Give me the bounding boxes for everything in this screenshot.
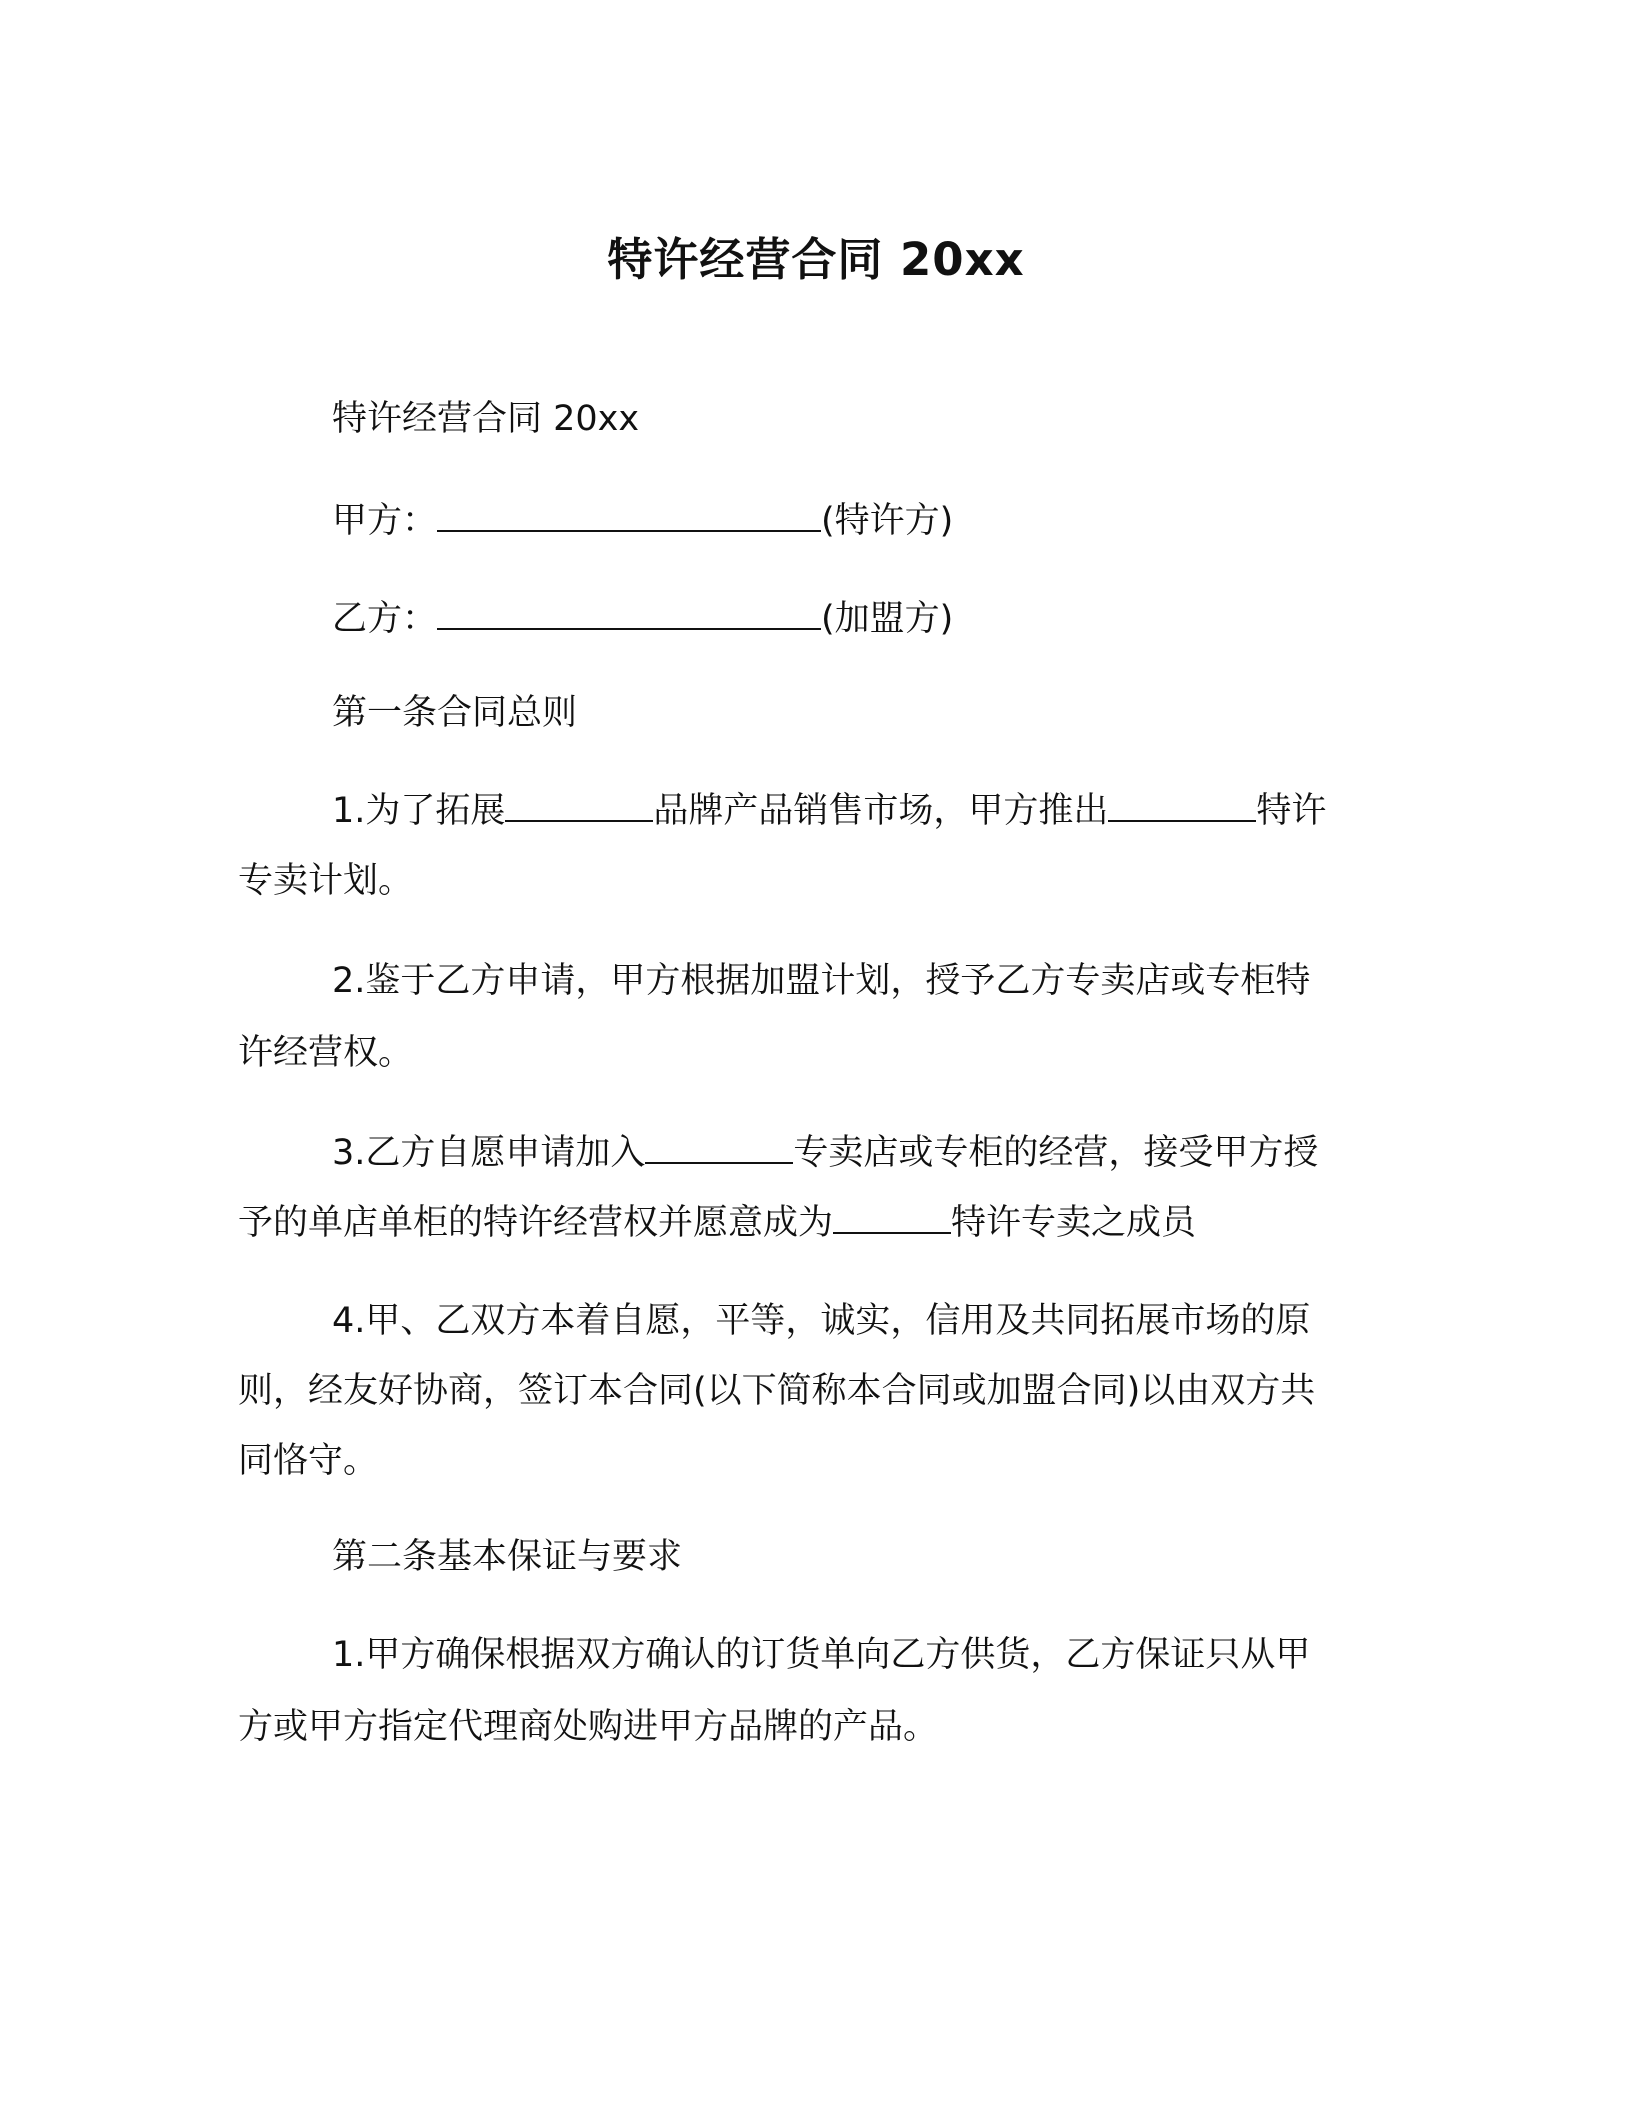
party-b-role: (加盟方) [821,599,954,639]
party-a-role: (特许方) [821,501,954,541]
party-b-line [332,592,953,644]
article-1-item-4-line-2: 则，经友好协商，签订本合同(以下简称本合同或加盟合同)以由双方共 [238,1371,1316,1411]
article-1-heading: 第一条合同总则 [332,693,578,733]
article-1-item-3-part-1: 3.乙方自愿申请加入 [332,1133,646,1173]
article-1-item-1-line-2: 专卖计划。 [238,861,414,901]
party-a-line [332,494,953,546]
party-a-blank [437,494,821,532]
article-1-item-3-part-4: 特许专卖之成员 [951,1203,1197,1243]
party-a-label: 甲方： [332,501,438,541]
article-1-item-4-line-1: 4.甲、乙双方本着自愿，平等，诚实，信用及共同拓展市场的原 [332,1301,1311,1341]
party-b-blank [437,592,821,630]
article-1-item-3-line-2 [238,1196,1196,1248]
store-blank [645,1126,793,1164]
article-2-heading: 第二条基本保证与要求 [332,1537,683,1577]
plan-blank [1108,784,1256,822]
article-1-item-3-part-3: 予的单店单柜的特许经营权并愿意成为 [238,1203,834,1243]
article-1-item-4-line-3: 同恪守。 [238,1441,379,1481]
article-1-item-1-part-2: 品牌产品销售市场，甲方推出 [653,791,1109,831]
article-1-item-1-line-1 [332,784,1326,836]
article-2-item-1-line-1: 1.甲方确保根据双方确认的订货单向乙方供货，乙方保证只从甲 [332,1635,1311,1675]
article-1-item-1-part-3: 特许 [1256,791,1327,831]
article-1-item-2-line-1: 2.鉴于乙方申请，甲方根据加盟计划，授予乙方专卖店或专柜特 [332,961,1311,1001]
member-blank [833,1196,951,1234]
document-subtitle: 特许经营合同 20xx [332,399,640,439]
article-2-item-1-line-2: 方或甲方指定代理商处购进甲方品牌的产品。 [238,1707,939,1747]
party-b-label: 乙方： [332,599,438,639]
article-1-item-1-part-1: 1.为了拓展 [332,791,506,831]
article-1-item-3-line-1 [332,1126,1318,1178]
document-title: 特许经营合同 20xx [607,233,1025,286]
brand-blank [505,784,653,822]
article-1-item-3-part-2: 专卖店或专柜的经营，接受甲方授 [793,1133,1319,1173]
article-1-item-2-line-2: 许经营权。 [238,1033,414,1073]
